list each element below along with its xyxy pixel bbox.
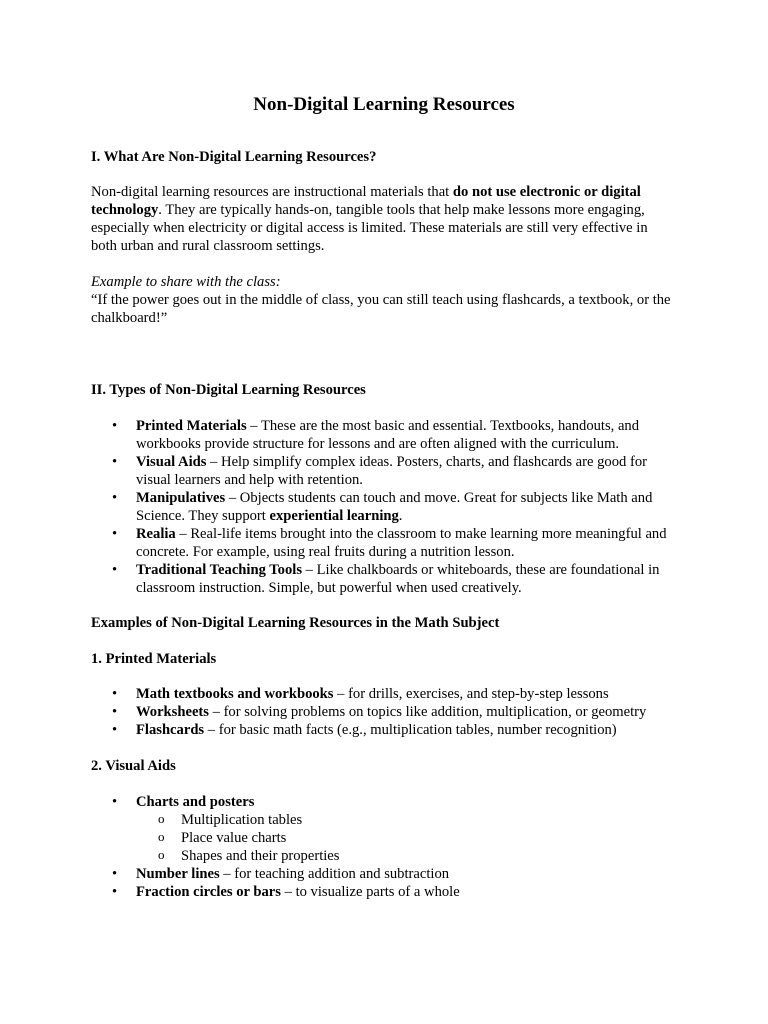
list-item <box>91 453 671 489</box>
list-item-bold-phrase: experiential learning <box>269 508 399 524</box>
example-label: Example to share with the class: <box>91 274 281 290</box>
sublist <box>136 811 671 865</box>
visual-list <box>91 793 671 901</box>
list-item-text: – These are the most basic and essential. Textbooks, handouts, and workbooks provide structure for lessons and are often aligned with the curriculum. <box>136 418 640 452</box>
example-block <box>91 273 671 327</box>
list-item-term: Realia <box>136 526 176 542</box>
sublist-item: o Multiplication tables <box>136 811 671 829</box>
list-item-text: – for basic math facts (e.g., multiplication tables, number recognition) <box>204 722 617 738</box>
list-item <box>91 489 671 525</box>
list-item-term: Fraction circles or bars <box>136 884 281 900</box>
list-item-term: Traditional Teaching Tools <box>136 562 302 578</box>
list-item <box>91 525 671 561</box>
list-item-term: Number lines <box>136 866 220 882</box>
list-item <box>91 703 671 721</box>
section1-paragraph-post: . They are typically hands-on, tangible tools that help make lessons more engaging, especially when electricity or digital access is limited. These materials are still very effective in both urban and rural classroom settings. <box>91 202 648 254</box>
visual-heading: 2. Visual Aids <box>91 758 176 774</box>
list-item <box>91 417 671 453</box>
section1-heading: I. What Are Non-Digital Learning Resources? <box>91 149 377 165</box>
list-item-term: Charts and posters <box>136 794 255 810</box>
section2-heading: II. Types of Non-Digital Learning Resources <box>91 382 366 398</box>
list-item-term: Flashcards <box>136 722 205 738</box>
list-item-term: Visual Aids <box>136 454 207 470</box>
list-item-term: Manipulatives <box>136 490 226 506</box>
list-item <box>91 883 671 901</box>
examples-heading: Examples of Non-Digital Learning Resources in the Math Subject <box>91 615 500 631</box>
list-item-tail: . <box>398 508 403 524</box>
list-item-text: – Objects students can touch and move. Great for subjects like Math and Science. They support <box>136 490 653 524</box>
section1-paragraph-pre: Non-digital learning resources are instructional materials that <box>91 184 453 200</box>
document-title: Non-Digital Learning Resources <box>253 94 515 115</box>
list-item-text: – Real-life items brought into the classroom to make learning more meaningful and concrete. For example, using real fruits during a nutrition lesson. <box>136 526 667 560</box>
types-list <box>91 417 671 597</box>
list-item-text: – Like chalkboards or whiteboards, these are foundational in classroom instruction. Simple, but powerful when used creatively. <box>136 562 660 596</box>
list-item-text: – Help simplify complex ideas. Posters, charts, and flashcards are good for visual learners and help with retention. <box>136 454 647 488</box>
sublist-item: o Shapes and their properties <box>136 847 671 865</box>
list-item <box>91 865 671 883</box>
list-item-term: Printed Materials <box>136 418 247 434</box>
list-item <box>91 793 671 865</box>
printed-heading: 1. Printed Materials <box>91 651 217 667</box>
list-item-term: Math textbooks and workbooks <box>136 686 334 702</box>
list-item <box>91 721 671 739</box>
example-quote: “If the power goes out in the middle of class, you can still teach using flashcards, a textbook, or the chalkboard!” <box>91 292 671 326</box>
section1-paragraph <box>91 183 671 255</box>
list-item <box>91 685 671 703</box>
section1-paragraph-bold: do not use electronic or digital technology <box>91 184 641 218</box>
list-item-term: Worksheets <box>136 704 209 720</box>
printed-list <box>91 685 671 739</box>
list-item <box>91 561 671 597</box>
list-item-text: – for teaching addition and subtraction <box>219 866 450 882</box>
sublist-item: o Place value charts <box>136 829 671 847</box>
list-item-text: – for solving problems on topics like addition, multiplication, or geometry <box>208 704 647 720</box>
list-item-text: – for drills, exercises, and step-by-step lessons <box>333 686 609 702</box>
list-item-text: – to visualize parts of a whole <box>280 884 460 900</box>
